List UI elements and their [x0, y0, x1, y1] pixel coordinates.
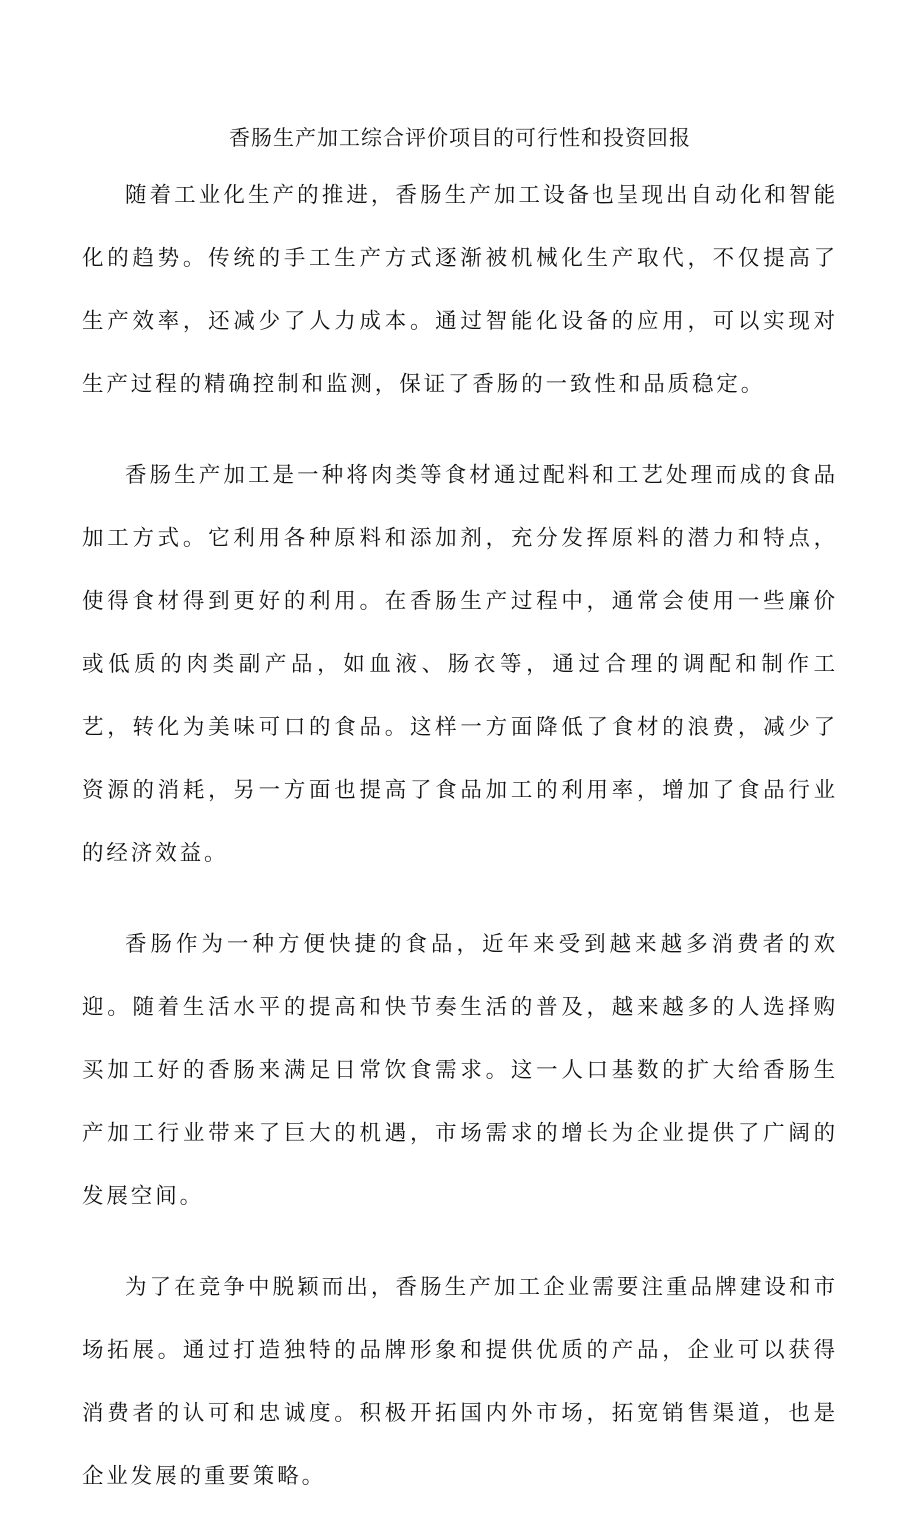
paragraph-1: 随着工业化生产的推进，香肠生产加工设备也呈现出自动化和智能化的趋势。传统的手工生产方式逐渐被机械化生产取代，不仅提高了生产效率，还减少了人力成本。通过智能化设备的应用，可以实现对生产过程的精确控制和监测，保证了香肠的一致性和品质稳定。: [82, 183, 838, 397]
paragraph-3: 香肠作为一种方便快捷的食品，近年来受到越来越多消费者的欢迎。随着生活水平的提高和快节奏生活的普及，越来越多的人选择购买加工好的香肠来满足日常饮食需求。这一人口基数的扩大给香肠生产加工行业带来了巨大的机遇，市场需求的增长为企业提供了广阔的发展空间。: [82, 932, 838, 1209]
paragraph-4: 为了在竞争中脱颖而出，香肠生产加工企业需要注重品牌建设和市场拓展。通过打造独特的品牌形象和提供优质的产品，企业可以获得消费者的认可和忠诚度。积极开拓国内外市场，拓宽销售渠道，也是企业发展的重要策略。: [82, 1275, 838, 1489]
paragraph-2: 香肠生产加工是一种将肉类等食材通过配料和工艺处理而成的食品加工方式。它利用各种原料和添加剂，充分发挥原料的潜力和特点，使得食材得到更好的利用。在香肠生产过程中，通常会使用一些廉价或低质的肉类副产品，如血液、肠衣等，通过合理的调配和制作工艺，转化为美味可口的食品。这样一方面降低了食材的浪费，减少了资源的消耗，另一方面也提高了食品加工的利用率，增加了食品行业的经济效益。: [82, 463, 838, 866]
document-body: [82, 164, 838, 1536]
document-title: 香肠生产加工综合评价项目的可行性和投资回报: [229, 126, 691, 150]
